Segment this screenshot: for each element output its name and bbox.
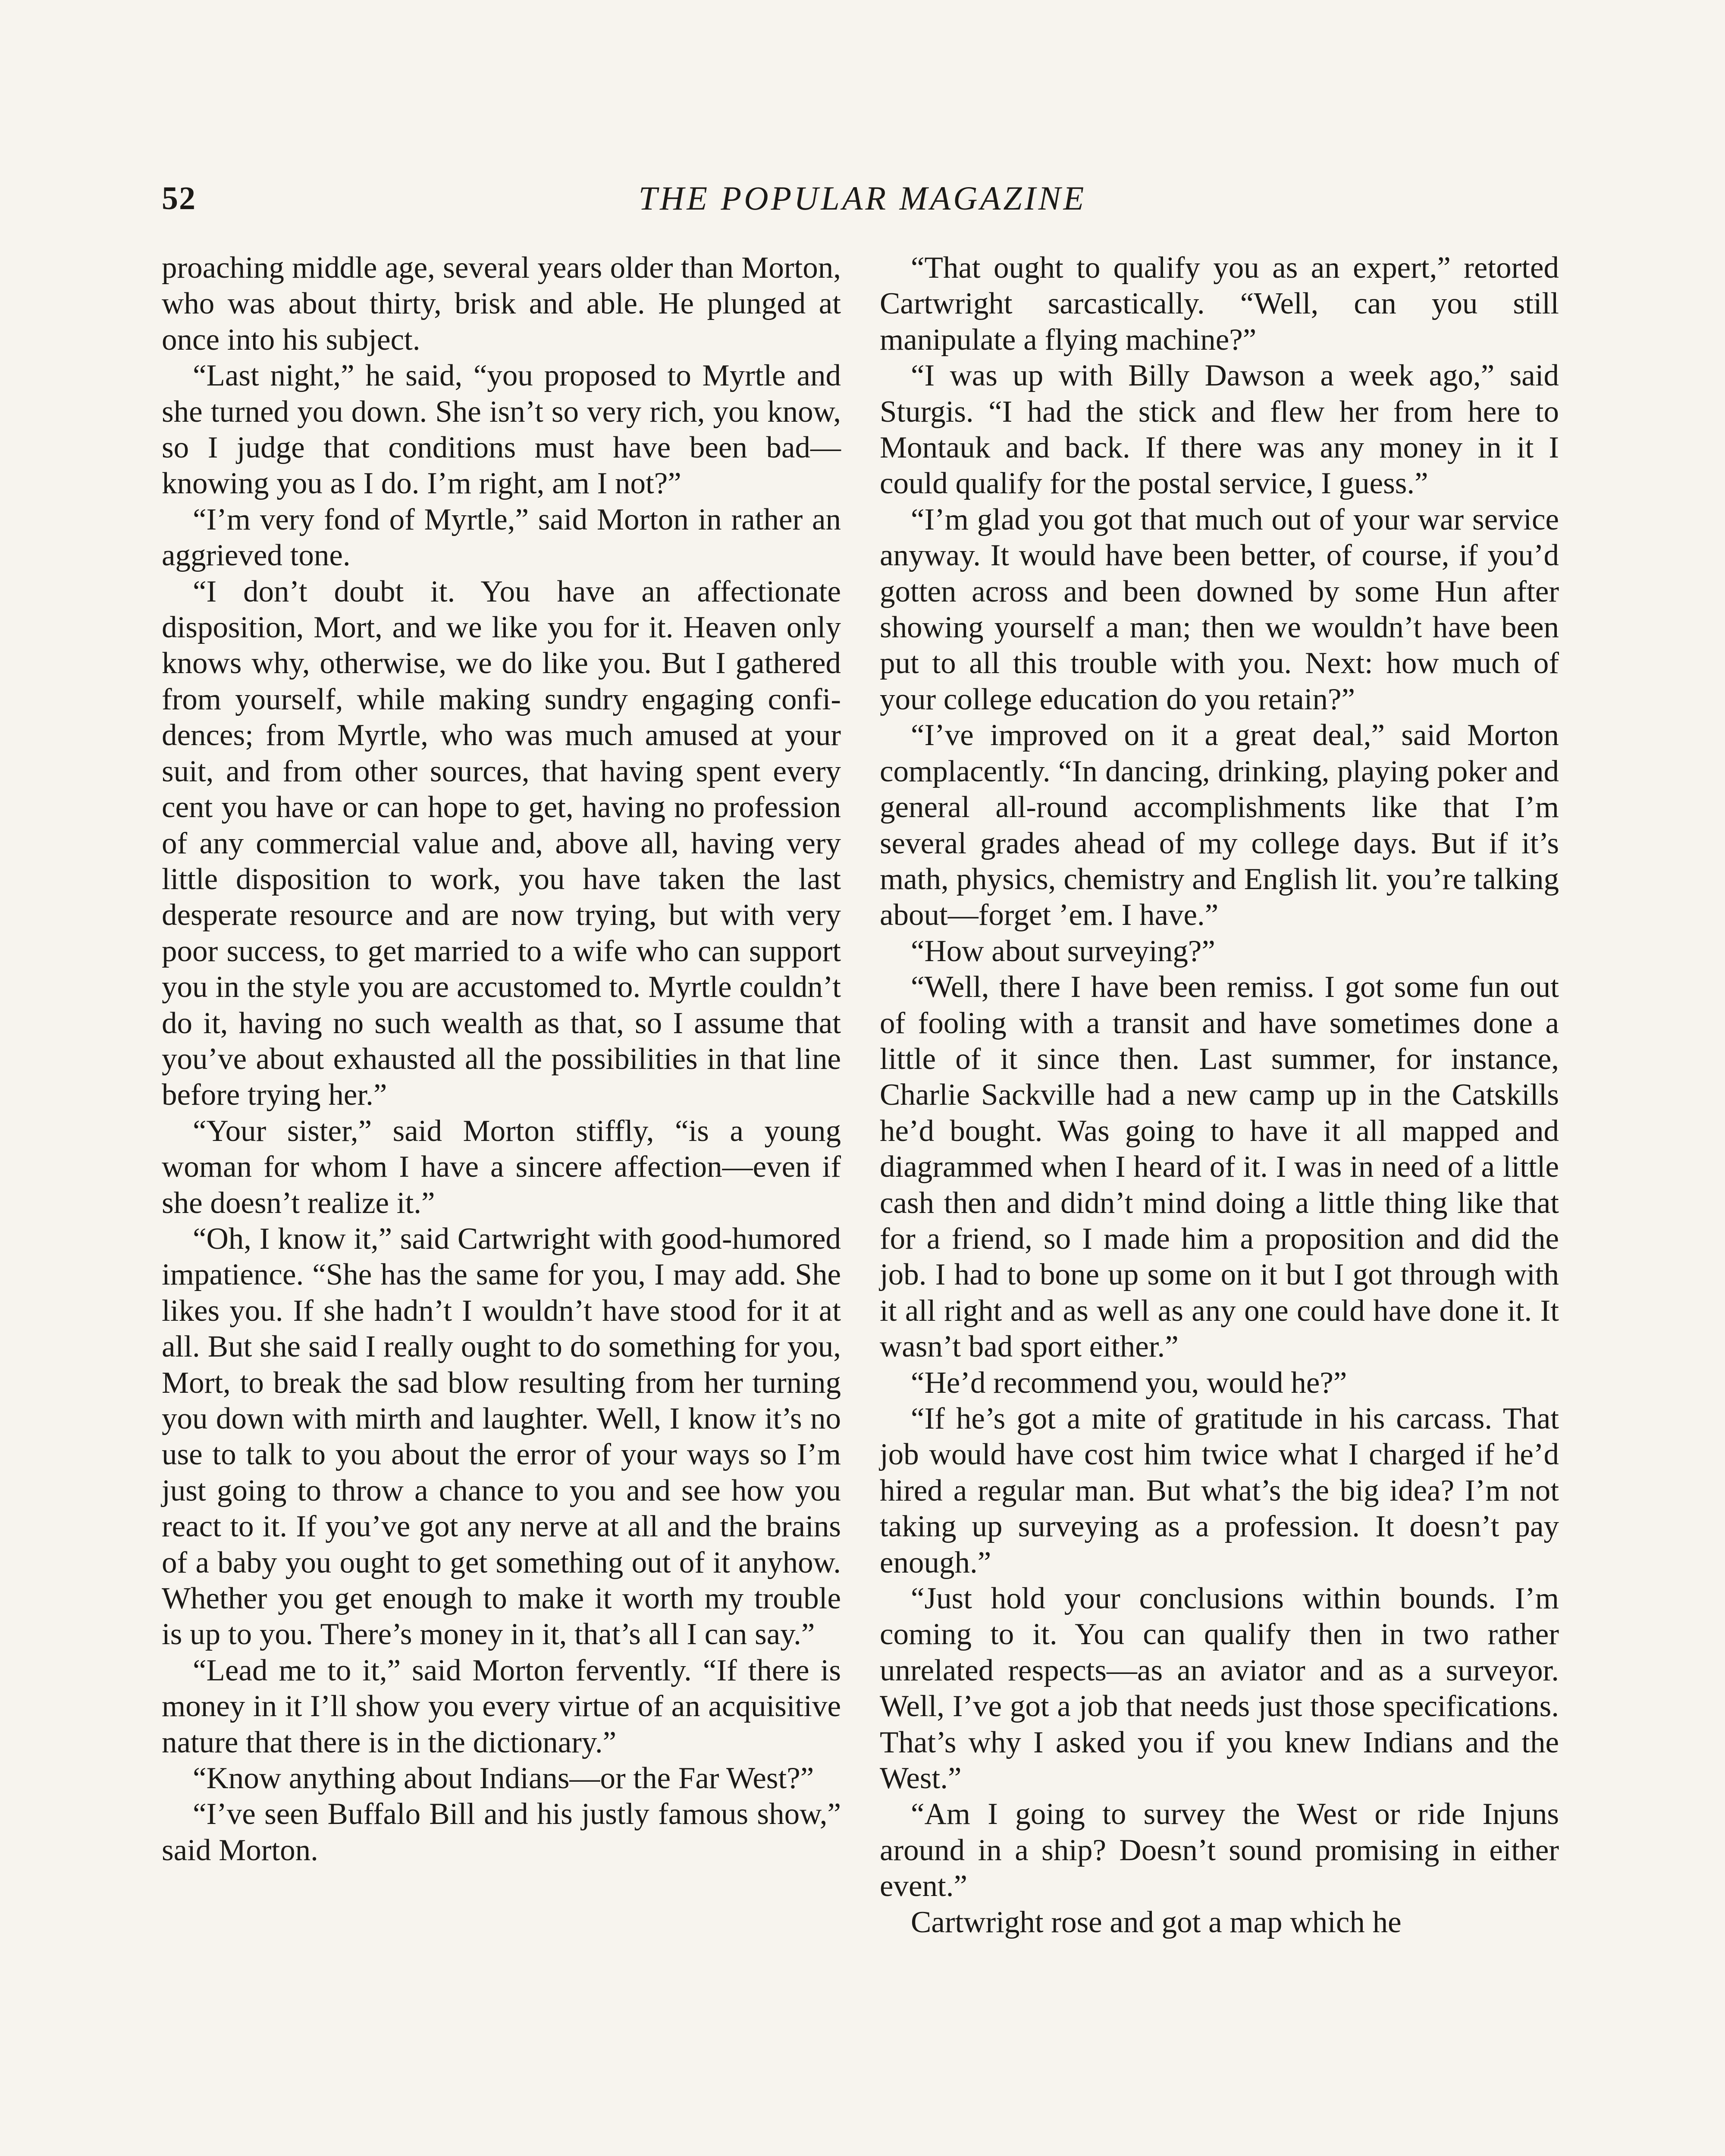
paragraph: Cartwright rose and got a map which he — [911, 1905, 1402, 1939]
paragraph: “I’ve improved on it a great deal,” said Morton complacently. “In dancing, drinking, playing poker and general all-round accomplishments like that I’m several grades ahead of my college days. But if it’s math, physics, chemistry and English lit. you’re talking about—forget ’em. I have.” — [880, 718, 1559, 932]
left-column — [162, 250, 841, 1868]
paragraph: “I’m glad you got that much out of your war service anyway. It would have been better, of course, if you’d gotten across and been downed by some Hun after showing yourself a man; then we wouldn’t have been put to all this trouble with you. Next: how much of your college education do you retain?” — [880, 502, 1559, 716]
paragraph: “He’d recommend you, would he?” — [911, 1366, 1347, 1400]
running-title: THE POPULAR MAGAZINE — [638, 179, 1087, 217]
paragraph: “I was up with Billy Dawson a week ago,” said Sturgis. “I had the stick and flew her from here to Montauk and back. If there was any money in it I could qualify for the postal service, I guess.” — [880, 359, 1559, 501]
paragraph: “Lead me to it,” said Morton fervently. “If there is money in it I’ll show you every virtue of an acquisitive nature that there is in the dictionary.” — [162, 1653, 841, 1759]
paragraph: “Your sister,” said Morton stiffly, “is a young woman for whom I have a sincere affection—even if she doesn’t realize it.” — [162, 1114, 841, 1220]
right-column — [880, 250, 1559, 1940]
paragraph: “That ought to qualify you as an expert,” retorted Cartwright sarcastically. “Well, can you still manipulate a flying machine?” — [880, 251, 1559, 357]
paragraph: “How about surveying?” — [911, 934, 1215, 968]
page-number: 52 — [162, 180, 196, 216]
paragraph: “If he’s got a mite of gratitude in his carcass. That job would have cost him twice what I charged if he’d hired a regular man. But what’s the big idea? I’m not taking up surveying as a profession. It doesn’t pay enough.” — [880, 1402, 1559, 1579]
paragraph: “I’ve seen Buffalo Bill and his justly famous show,” said Morton. — [162, 1797, 841, 1867]
paragraph: “Just hold your conclusions within bounds. I’m coming to it. You can qualify then in two rather unrelated respects—as an aviator and as a surveyor. Well, I’ve got a job that needs just those specifications. That’s why I asked you if you knew Indians and the West.” — [880, 1582, 1559, 1796]
paragraph: proaching middle age, several years older than Morton, who was about thirty, brisk and able. He plunged at once into his subject. — [162, 251, 841, 357]
paragraph: “Well, there I have been remiss. I got some fun out of fooling with a transit and have sometimes done a little of it since then. Last summer, for instance, Charlie Sackville had a new camp up in the Catskills he’d bought. Was going to have it all mapped and diagrammed when I heard of it. I was in need of a little cash then and didn’t mind doing a little thing like that for a friend, so I made him a proposition and did the job. I had to bone up some on it but I got through with it all right and as well as any one could have done it. It wasn’t bad sport either.” — [880, 970, 1559, 1364]
paragraph: “Last night,” he said, “you proposed to Myrtle and she turned you down. She isn’t so very rich, you know, so I judge that conditions must have been bad—knowing you as I do. I’m right, am I not?” — [162, 359, 841, 501]
paragraph: “Oh, I know it,” said Cartwright with good-humored impatience. “She has the same for you, I may add. She likes you. If she hadn’t I wouldn’t have stood for it at all. But she said I really ought to do something for you, Mort, to break the sad blow resulting from her turning you down with mirth and laughter. Well, I know it’s no use to talk to you about the error of your ways so I’m just going to throw a chance to you and see how you react to it. If you’ve got any nerve at all and the brains of a baby you ought to get something out of it anyhow. Whether you get enough to make it worth my trouble is up to you. There’s money in it, that’s all I can say.” — [162, 1222, 841, 1651]
page-header — [162, 170, 1563, 226]
paragraph: “Am I going to survey the West or ride Injuns around in a ship? Doesn’t sound promising in either event.” — [880, 1797, 1559, 1903]
paragraph: “Know anything about Indians—or the Far West?” — [193, 1761, 814, 1796]
paragraph: “I don’t doubt it. You have an affectionate disposition, Mort, and we like you for it. Heaven only knows why, otherwise, we do like you. But I gathered from yourself, while making sundry engaging confidences; from Myrtle, who was much amused at your suit, and from other sources, that having spent every cent you have or can hope to get, having no profession of any commercial value and, above all, having very little disposition to work, you have taken the last desperate resource and are now trying, but with very poor success, to get married to a wife who can support you in the style you are accustomed to. Myrtle couldn’t do it, having no such wealth as that, so I assume that you’ve about exhausted all the possibilities in that line before trying her.” — [162, 574, 841, 1112]
paragraph: “I’m very fond of Myrtle,” said Morton in rather an aggrieved tone. — [162, 502, 841, 573]
